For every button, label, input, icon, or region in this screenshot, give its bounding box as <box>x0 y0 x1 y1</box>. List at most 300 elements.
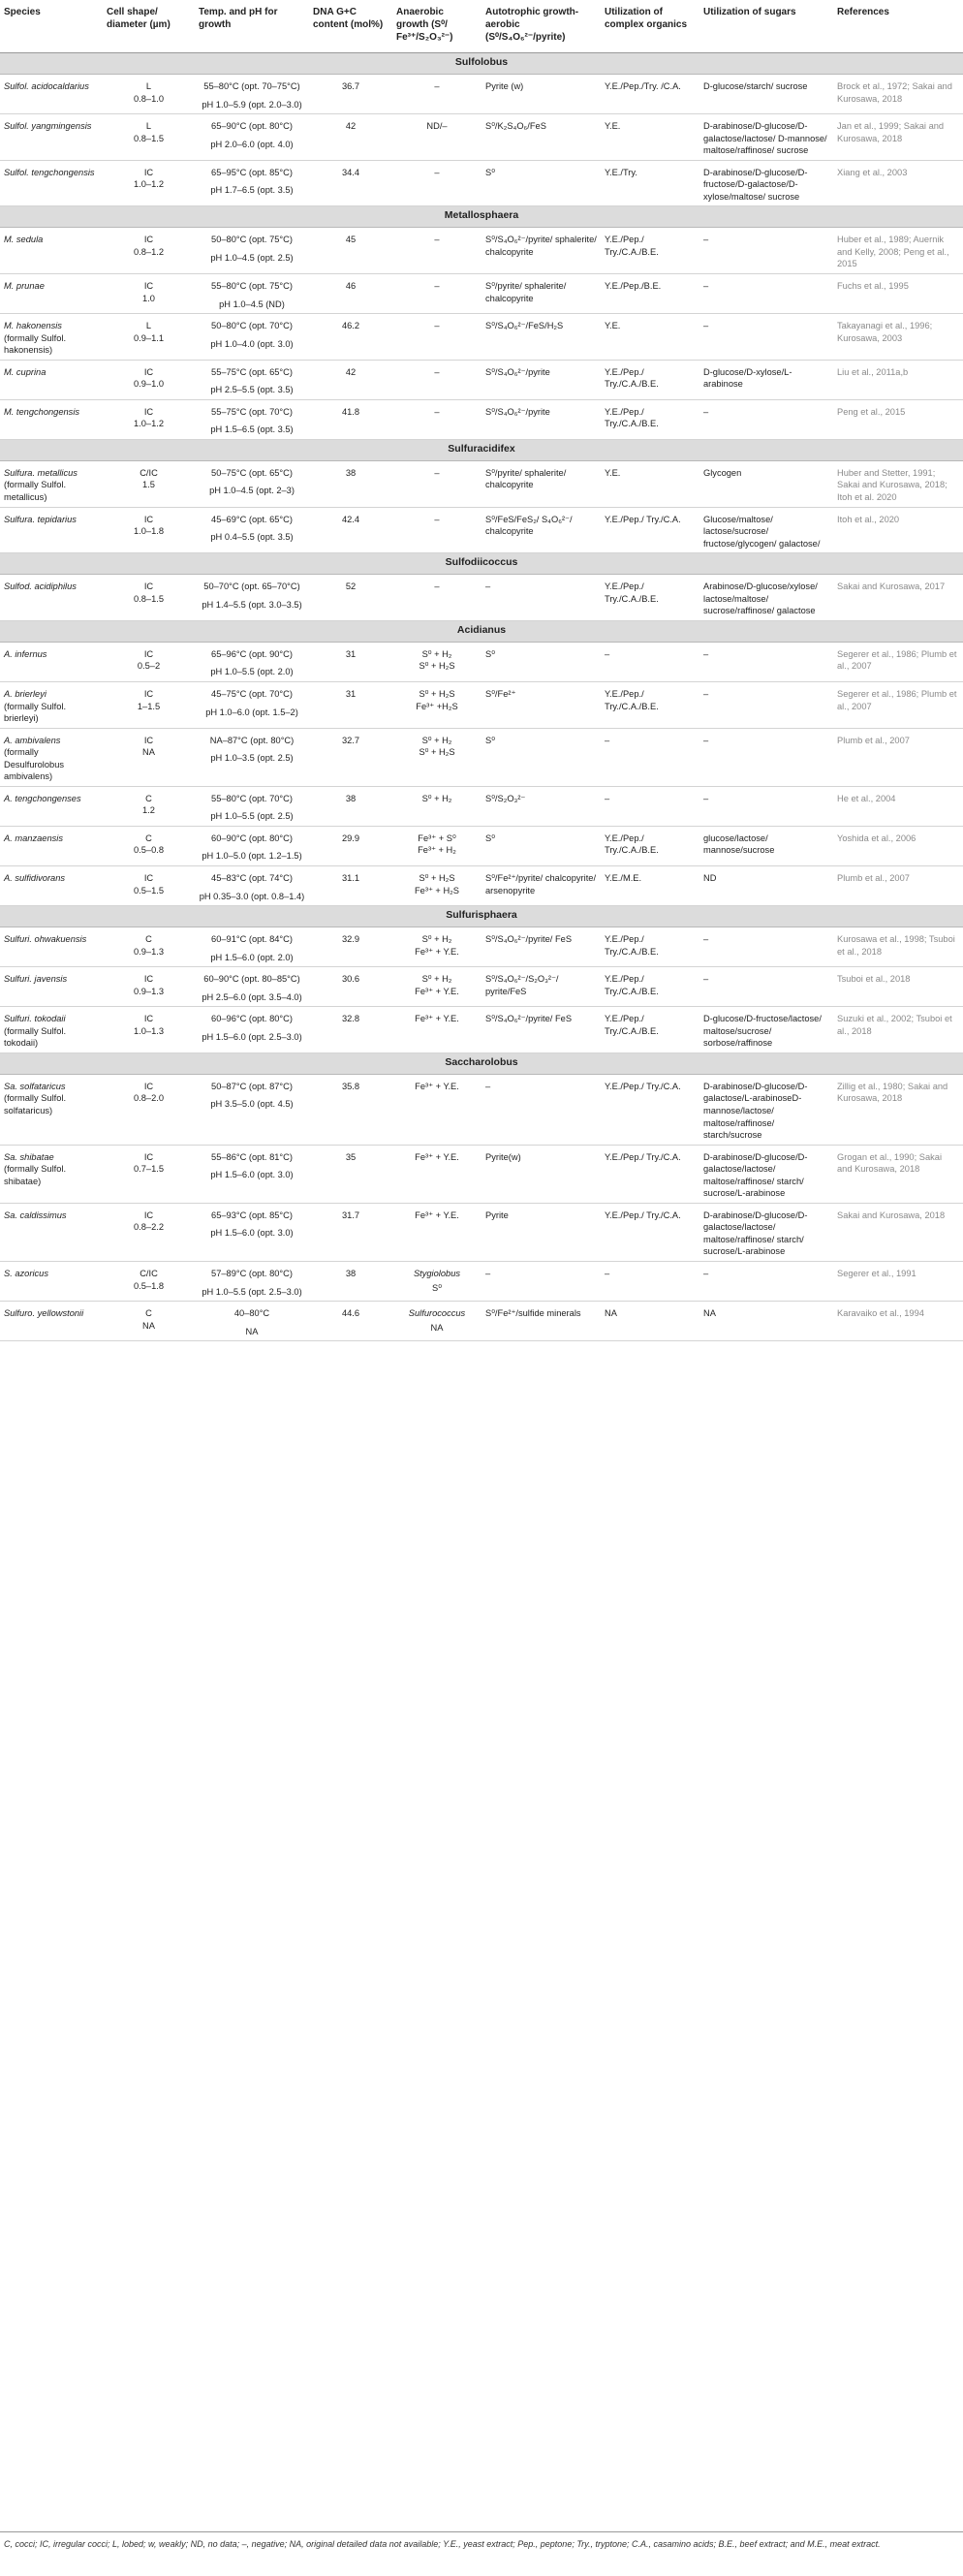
cell-shape: L <box>145 321 152 331</box>
table-row <box>0 927 963 967</box>
references-cell: Grogan et al., 1990; Sakai and Kurosawa, 2018 <box>833 1145 963 1203</box>
dna-gc-cell: 45 <box>309 228 392 274</box>
cell-shape: IC <box>143 872 154 883</box>
anaerobic-line-2: Fe³⁺ +H₂S <box>416 701 458 711</box>
anaerobic-line-1: – <box>434 406 440 417</box>
references-cell: Tsuboi et al., 2018 <box>833 967 963 1007</box>
cell-shape: IC <box>143 1081 154 1091</box>
temp-range: 55–75°C (opt. 65°C) <box>211 366 293 377</box>
complex-organics-cell: – <box>601 786 699 826</box>
references-cell: Kurosawa et al., 1998; Tsuboi et al., 2018 <box>833 927 963 967</box>
ph-range: pH 1.0–4.0 (opt. 3.0) <box>210 338 294 349</box>
dna-gc-cell: 46.2 <box>309 314 392 361</box>
cell-diameter: 0.8–2.2 <box>133 1222 165 1233</box>
dna-gc-cell: 42 <box>309 114 392 161</box>
complex-organics-cell: Y.E./Pep./ Try./C.A./B.E. <box>601 1007 699 1053</box>
sugars-cell: Glycogen <box>699 460 833 507</box>
anaerobic-line-2: Fe³⁺ + H₂S <box>415 885 459 895</box>
ph-range: pH 2.5–6.0 (opt. 3.5–4.0) <box>202 991 302 1002</box>
anaerobic-cell <box>392 1203 482 1261</box>
cell-diameter: 1.0–1.3 <box>133 1025 165 1036</box>
autotrophic-cell: S⁰/pyrite/ sphalerite/ chalcopyrite <box>482 274 601 314</box>
dna-gc-cell: 38 <box>309 1262 392 1302</box>
references-cell: Segerer et al., 1991 <box>833 1262 963 1302</box>
autotrophic-cell: S⁰/FeS/FeS₂/ S₄O₆²⁻/ chalcopyrite <box>482 507 601 553</box>
cell-diameter: 0.8–1.5 <box>133 593 165 604</box>
anaerobic-line-1: – <box>434 281 440 292</box>
table-row <box>0 399 963 439</box>
anaerobic-cell <box>392 114 482 161</box>
autotrophic-cell: S⁰/S₄O₆²⁻/pyrite <box>482 360 601 399</box>
species-name: A. manzaensis <box>4 832 63 843</box>
temp-range: 65–95°C (opt. 85°C) <box>211 167 293 177</box>
dna-gc-cell: 29.9 <box>309 826 392 865</box>
ph-range: pH 1.5–6.5 (opt. 3.5) <box>210 424 294 435</box>
references-cell: Itoh et al., 2020 <box>833 507 963 553</box>
temp-ph-cell <box>195 967 309 1007</box>
ph-range: NA <box>245 1326 259 1336</box>
anaerobic-cell <box>392 1007 482 1053</box>
species-note: (formally Sulfol. solfataricus) <box>4 1093 67 1115</box>
references-cell: Suzuki et al., 2002; Tsuboi et al., 2018 <box>833 1007 963 1053</box>
cell-diameter: NA <box>142 1320 155 1331</box>
references-cell: Sakai and Kurosawa, 2018 <box>833 1203 963 1261</box>
anaerobic-line-1: S⁰ + H₂ <box>421 648 452 659</box>
complex-organics-cell: Y.E./Pep./ Try./C.A. <box>601 1074 699 1145</box>
references-cell: Zillig et al., 1980; Sakai and Kurosawa, 2018 <box>833 1074 963 1145</box>
complex-organics-cell: Y.E./Pep./ Try./C.A./B.E. <box>601 360 699 399</box>
species-cell <box>0 274 103 314</box>
references-cell: Jan et al., 1999; Sakai and Kurosawa, 2018 <box>833 114 963 161</box>
table-row <box>0 786 963 826</box>
ph-range: pH 1.0–5.0 (opt. 1.2–1.5) <box>202 851 302 862</box>
anaerobic-line-1: – <box>434 467 440 478</box>
references-cell: Sakai and Kurosawa, 2017 <box>833 575 963 621</box>
ph-range: pH 1.4–5.5 (opt. 3.0–3.5) <box>202 599 302 610</box>
complex-organics-cell: Y.E. <box>601 114 699 161</box>
species-cell <box>0 1074 103 1145</box>
autotrophic-cell: – <box>482 575 601 621</box>
anaerobic-cell <box>392 728 482 786</box>
header-autotrophic: Autotrophic growth-aerobic (S⁰/S₄O₆²⁻/pyrite) <box>482 0 601 53</box>
genus-label: Sulfurococcus <box>408 1308 466 1319</box>
genus-header: Saccharolobus <box>0 1052 963 1074</box>
temp-range: 50–75°C (opt. 65°C) <box>211 467 293 478</box>
temp-ph-cell <box>195 1145 309 1203</box>
cell-diameter: 0.5–1.5 <box>133 885 165 895</box>
cell-shape: C/IC <box>140 467 158 478</box>
cell-shape-cell <box>103 399 195 439</box>
genus-header-row <box>0 553 963 575</box>
species-name: Sulfuri. ohwakuensis <box>4 934 87 945</box>
temp-range: 65–96°C (opt. 90°C) <box>211 648 293 659</box>
cell-shape-cell <box>103 460 195 507</box>
anaerobic-cell <box>392 360 482 399</box>
autotrophic-cell: S⁰/Fe²⁺/pyrite/ chalcopyrite/ arsenopyrite <box>482 865 601 905</box>
temp-range: 55–80°C (opt. 70°C) <box>211 793 293 803</box>
temp-ph-cell <box>195 786 309 826</box>
temp-range: 60–91°C (opt. 84°C) <box>211 934 293 945</box>
autotrophic-cell: S⁰/S₄O₆²⁻/pyrite <box>482 399 601 439</box>
temp-ph-cell <box>195 399 309 439</box>
ph-range: pH 1.0–5.5 (opt. 2.0) <box>210 667 294 677</box>
cell-shape-cell <box>103 642 195 681</box>
autotrophic-cell: S⁰ <box>482 728 601 786</box>
autotrophic-cell: – <box>482 1262 601 1302</box>
ph-range: pH 1.0–4.5 (ND) <box>219 298 285 309</box>
ph-range: pH 1.0–5.5 (opt. 2.5–3.0) <box>202 1286 302 1297</box>
anaerobic-line-1: Fe³⁺ + Y.E. <box>415 1081 459 1091</box>
anaerobic-line-1: – <box>434 321 440 331</box>
header-cell-shape: Cell shape/ diameter (µm) <box>103 0 195 53</box>
dna-gc-cell: 38 <box>309 786 392 826</box>
temp-range: 50–87°C (opt. 87°C) <box>211 1081 293 1091</box>
autotrophic-cell: Pyrite(w) <box>482 1145 601 1203</box>
anaerobic-line-1: NA <box>430 1322 444 1333</box>
references-cell: Huber et al., 1989; Auernik and Kelly, 2008; Peng et al., 2015 <box>833 228 963 274</box>
cell-shape-cell <box>103 1145 195 1203</box>
cell-diameter: 0.5–2 <box>137 661 161 672</box>
cell-diameter: 0.7–1.5 <box>133 1164 165 1175</box>
ph-range: pH 1.5–6.0 (opt. 2.5–3.0) <box>202 1031 302 1042</box>
species-name: A. brierleyi <box>4 688 47 699</box>
anaerobic-cell <box>392 507 482 553</box>
species-note: (formally Sulfol. hakonensis) <box>4 332 67 356</box>
temp-range: 50–70°C (opt. 65–70°C) <box>203 581 300 592</box>
anaerobic-line-1: – <box>434 581 440 592</box>
species-cell <box>0 786 103 826</box>
references-cell: Segerer et al., 1986; Plumb et al., 2007 <box>833 642 963 681</box>
cell-shape-cell <box>103 1074 195 1145</box>
genus-header-row <box>0 439 963 460</box>
anaerobic-cell <box>392 575 482 621</box>
species-cell <box>0 75 103 114</box>
cell-shape-cell <box>103 360 195 399</box>
species-cell <box>0 1302 103 1341</box>
header-anaerobic: Anaerobic growth (S⁰/ Fe³⁺/S₂O₃²⁻) <box>392 0 482 53</box>
cell-shape: C <box>145 934 152 945</box>
complex-organics-cell: – <box>601 1262 699 1302</box>
cell-shape: IC <box>143 366 154 377</box>
header-references: References <box>833 0 963 53</box>
anaerobic-line-1: – <box>434 366 440 377</box>
dna-gc-cell: 41.8 <box>309 399 392 439</box>
anaerobic-cell <box>392 967 482 1007</box>
anaerobic-cell <box>392 1302 482 1341</box>
genus-header-row <box>0 620 963 642</box>
complex-organics-cell: Y.E./M.E. <box>601 865 699 905</box>
species-name: Sulfol. yangmingensis <box>4 121 92 132</box>
references-cell: Segerer et al., 1986; Plumb et al., 2007 <box>833 681 963 728</box>
table-row <box>0 575 963 621</box>
cell-shape: IC <box>143 688 154 699</box>
species-cell <box>0 1262 103 1302</box>
species-cell <box>0 575 103 621</box>
temp-range: 45–75°C (opt. 70°C) <box>211 688 293 699</box>
complex-organics-cell: Y.E./Pep./ Try./C.A. <box>601 1203 699 1261</box>
temp-ph-cell <box>195 681 309 728</box>
table-row <box>0 865 963 905</box>
dna-gc-cell: 32.7 <box>309 728 392 786</box>
species-cell <box>0 114 103 161</box>
table-row <box>0 75 963 114</box>
autotrophic-cell: S⁰/S₂O₃²⁻ <box>482 786 601 826</box>
ph-range: pH 1.0–6.0 (opt. 1.5–2) <box>205 707 298 717</box>
species-cell <box>0 927 103 967</box>
cell-diameter: 0.8–1.5 <box>133 133 165 143</box>
references-cell: Plumb et al., 2007 <box>833 865 963 905</box>
temp-ph-cell <box>195 1007 309 1053</box>
sugars-cell: D-arabinose/D-glucose/D-galactose/L-arabinoseD-mannose/lactose/ maltose/raffinose/ starch/sucrose <box>699 1074 833 1145</box>
species-cell <box>0 460 103 507</box>
cell-diameter: 1.0–1.8 <box>133 526 165 537</box>
anaerobic-line-1: S⁰ <box>432 1282 442 1293</box>
species-name: M. cuprina <box>4 366 47 377</box>
anaerobic-cell <box>392 460 482 507</box>
temp-ph-cell <box>195 160 309 206</box>
anaerobic-line-1: Fe³⁺ + S⁰ <box>418 832 456 843</box>
references-cell: Fuchs et al., 1995 <box>833 274 963 314</box>
temp-range: 55–86°C (opt. 81°C) <box>211 1151 293 1162</box>
anaerobic-line-1: S⁰ + H₂ <box>421 793 452 803</box>
cell-shape-cell <box>103 728 195 786</box>
complex-organics-cell: Y.E./Pep./ Try./C.A./B.E. <box>601 399 699 439</box>
references-cell: Huber and Stetter, 1991; Sakai and Kurosawa, 2018; Itoh et al. 2020 <box>833 460 963 507</box>
complex-organics-cell: – <box>601 642 699 681</box>
cell-diameter: 0.5–0.8 <box>133 845 165 856</box>
header-complex: Utilization of complex organics <box>601 0 699 53</box>
anaerobic-cell <box>392 1145 482 1203</box>
complex-organics-cell: Y.E./Pep./Try. /C.A. <box>601 75 699 114</box>
autotrophic-cell: S⁰/K₂S₄O₆/FeS <box>482 114 601 161</box>
species-name: Sa. shibatae <box>4 1151 54 1162</box>
temp-ph-cell <box>195 728 309 786</box>
anaerobic-line-1: – <box>434 167 440 177</box>
anaerobic-cell <box>392 399 482 439</box>
species-name: Sulfod. acidiphilus <box>4 581 77 592</box>
species-note: (formally Desulfurolobus ambivalens) <box>4 747 65 782</box>
anaerobic-cell <box>392 1262 482 1302</box>
table-row <box>0 460 963 507</box>
cell-diameter: 0.9–1.0 <box>133 379 165 390</box>
temp-range: 60–90°C (opt. 80–85°C) <box>203 974 300 985</box>
table-row <box>0 642 963 681</box>
temp-range: 50–80°C (opt. 75°C) <box>211 235 293 245</box>
ph-range: pH 1.0–4.5 (opt. 2–3) <box>209 486 295 496</box>
anaerobic-line-1: S⁰ + H₂ <box>421 934 452 945</box>
species-cell <box>0 826 103 865</box>
table-row <box>0 1302 963 1341</box>
table-row <box>0 728 963 786</box>
cell-shape: C <box>145 1308 152 1319</box>
references-cell: Takayanagi et al., 1996; Kurosawa, 2003 <box>833 314 963 361</box>
temp-ph-cell <box>195 114 309 161</box>
autotrophic-cell: S⁰/S₄O₆²⁻/pyrite/ sphalerite/ chalcopyrite <box>482 228 601 274</box>
anaerobic-line-2: Fe³⁺ + Y.E. <box>415 986 459 996</box>
sugars-cell: D-arabinose/D-glucose/D-galactose/lactose/ maltose/raffinose/ starch/ sucrose/L-arabinose <box>699 1145 833 1203</box>
temp-ph-cell <box>195 360 309 399</box>
autotrophic-cell: S⁰ <box>482 160 601 206</box>
autotrophic-cell: – <box>482 1074 601 1145</box>
genus-header: Sulfolobus <box>0 53 963 75</box>
sugars-cell: D-glucose/starch/ sucrose <box>699 75 833 114</box>
anaerobic-cell <box>392 642 482 681</box>
cell-shape: C/IC <box>140 1269 158 1278</box>
table-footnote: C, cocci; IC, irregular cocci; L, lobed; w, weakly; ND, no data; –, negative; NA, original detailed data not available; Y.E., yeast extract; Pep., peptone; Try., tryptone; C.A., casamino acids; B.E., beef extract; and M.E., meat extract. <box>0 2531 963 2557</box>
temp-range: 60–90°C (opt. 80°C) <box>211 832 293 843</box>
species-name: Sa. caldissimus <box>4 1209 67 1220</box>
cell-shape-cell <box>103 1302 195 1341</box>
complex-organics-cell: NA <box>601 1302 699 1341</box>
species-cell <box>0 1007 103 1053</box>
genus-header: Sulfurisphaera <box>0 906 963 927</box>
dna-gc-cell: 46 <box>309 274 392 314</box>
cell-diameter: 0.8–2.0 <box>133 1093 165 1104</box>
sugars-cell: glucose/lactose/ mannose/sucrose <box>699 826 833 865</box>
cell-shape: IC <box>143 735 154 745</box>
temp-ph-cell <box>195 460 309 507</box>
anaerobic-line-2: S⁰ + H₂S <box>419 747 455 758</box>
species-cell <box>0 967 103 1007</box>
ph-range: pH 0.35–3.0 (opt. 0.8–1.4) <box>199 891 305 901</box>
table-body <box>0 53 963 1341</box>
ph-range: pH 1.7–6.5 (opt. 3.5) <box>210 185 294 196</box>
header-dna: DNA G+C content (mol%) <box>309 0 392 53</box>
species-cell <box>0 160 103 206</box>
cell-shape-cell <box>103 967 195 1007</box>
anaerobic-cell <box>392 826 482 865</box>
temp-ph-cell <box>195 75 309 114</box>
references-cell: Yoshida et al., 2006 <box>833 826 963 865</box>
dna-gc-cell: 32.9 <box>309 927 392 967</box>
header-sugars: Utilization of sugars <box>699 0 833 53</box>
species-name: Sulfol. tengchongensis <box>4 167 95 177</box>
cell-shape-cell <box>103 228 195 274</box>
table-row <box>0 1074 963 1145</box>
cell-shape: L <box>145 81 152 91</box>
species-note: (formally Sulfol. tokodaii) <box>4 1025 67 1049</box>
complex-organics-cell: Y.E./Pep./ Try./C.A./B.E. <box>601 826 699 865</box>
temp-range: NA–87°C (opt. 80°C) <box>209 735 295 745</box>
sugars-cell: – <box>699 274 833 314</box>
species-cell <box>0 507 103 553</box>
cell-shape: IC <box>143 974 154 985</box>
table-row <box>0 160 963 206</box>
dna-gc-cell: 32.8 <box>309 1007 392 1053</box>
dna-gc-cell: 31.1 <box>309 865 392 905</box>
cell-diameter: 1.0 <box>142 293 155 303</box>
temp-range: 45–69°C (opt. 65°C) <box>211 514 293 524</box>
species-note: (formally Sulfol. shibatae) <box>4 1164 67 1186</box>
anaerobic-line-1: S⁰ + H₂ <box>421 735 452 745</box>
autotrophic-cell: S⁰/S₄O₆²⁻/FeS/H₂S <box>482 314 601 361</box>
complex-organics-cell: Y.E. <box>601 460 699 507</box>
autotrophic-cell: S⁰ <box>482 826 601 865</box>
autotrophic-cell: S⁰/pyrite/ sphalerite/ chalcopyrite <box>482 460 601 507</box>
cell-diameter: 0.9–1.3 <box>133 946 165 957</box>
ph-range: pH 1.5–6.0 (opt. 3.0) <box>210 1170 294 1180</box>
sugars-cell: D-glucose/D-fructose/lactose/ maltose/sucrose/ sorbose/raffinose <box>699 1007 833 1053</box>
table-row <box>0 826 963 865</box>
cell-diameter: 0.8–1.2 <box>133 246 165 257</box>
anaerobic-line-1: Fe³⁺ + Y.E. <box>415 1151 459 1162</box>
sugars-cell: D-arabinose/D-glucose/D-galactose/lactose/ maltose/raffinose/ starch/ sucrose/L-arabinose <box>699 1203 833 1261</box>
cell-shape: IC <box>143 281 154 292</box>
temp-ph-cell <box>195 1302 309 1341</box>
cell-shape-cell <box>103 786 195 826</box>
cell-shape-cell <box>103 1262 195 1302</box>
anaerobic-line-2: S⁰ + H₂S <box>419 661 455 672</box>
cell-shape-cell <box>103 927 195 967</box>
genus-header: Acidianus <box>0 620 963 642</box>
species-name: Sulfura. metallicus <box>4 467 78 478</box>
species-cell <box>0 681 103 728</box>
species-name: M. hakonensis <box>4 321 62 331</box>
species-name: Sulfuri. javensis <box>4 974 68 985</box>
temp-ph-cell <box>195 507 309 553</box>
cell-shape: IC <box>143 167 154 177</box>
cell-shape: IC <box>143 1151 154 1162</box>
sugars-cell: – <box>699 786 833 826</box>
table-row <box>0 1145 963 1203</box>
table-row <box>0 360 963 399</box>
cell-diameter: 0.9–1.3 <box>133 986 165 996</box>
species-cell <box>0 642 103 681</box>
anaerobic-cell <box>392 786 482 826</box>
cell-shape-cell <box>103 826 195 865</box>
cell-shape: IC <box>143 514 154 524</box>
temp-ph-cell <box>195 642 309 681</box>
cell-diameter: 0.5–1.8 <box>133 1280 165 1291</box>
cell-diameter: 1.5 <box>142 480 155 490</box>
species-name: Sa. solfataricus <box>4 1081 66 1091</box>
dna-gc-cell: 34.4 <box>309 160 392 206</box>
dna-gc-cell: 35 <box>309 1145 392 1203</box>
species-cell <box>0 1145 103 1203</box>
complex-organics-cell: Y.E./Pep./ Try./C.A. <box>601 507 699 553</box>
genus-header: Metallosphaera <box>0 206 963 228</box>
autotrophic-cell: Pyrite (w) <box>482 75 601 114</box>
references-cell: Karavaiko et al., 1994 <box>833 1302 963 1341</box>
complex-organics-cell: Y.E./Pep./B.E. <box>601 274 699 314</box>
temp-ph-cell <box>195 826 309 865</box>
complex-organics-cell: Y.E./Pep./ Try./C.A./B.E. <box>601 927 699 967</box>
temp-range: 65–90°C (opt. 80°C) <box>211 121 293 132</box>
species-name: Sulfura. tepidarius <box>4 514 77 524</box>
dna-gc-cell: 42 <box>309 360 392 399</box>
autotrophic-cell: S⁰/S₄O₆²⁻/pyrite/ FeS <box>482 1007 601 1053</box>
autotrophic-cell: S⁰ <box>482 642 601 681</box>
table-row <box>0 1007 963 1053</box>
sugars-cell: Glucose/maltose/ lactose/sucrose/ fructose/glycogen/ galactose/ <box>699 507 833 553</box>
cell-shape-cell <box>103 314 195 361</box>
header-temp-ph: Temp. and pH for growth <box>195 0 309 53</box>
temp-ph-cell <box>195 314 309 361</box>
cell-shape: IC <box>143 235 154 245</box>
dna-gc-cell: 30.6 <box>309 967 392 1007</box>
sugars-cell: – <box>699 642 833 681</box>
anaerobic-line-1: S⁰ + H₂ <box>421 974 452 985</box>
species-name: Sulfuri. tokodaii <box>4 1014 66 1024</box>
anaerobic-cell <box>392 314 482 361</box>
sugars-cell: D-arabinose/D-glucose/D-fructose/D-galactose/D-xylose/maltose/ sucrose <box>699 160 833 206</box>
autotrophic-cell: S⁰/Fe²⁺ <box>482 681 601 728</box>
genus-header-row <box>0 206 963 228</box>
genus-header-row <box>0 1052 963 1074</box>
autotrophic-cell: S⁰/S₄O₆²⁻/pyrite/ FeS <box>482 927 601 967</box>
species-cell <box>0 228 103 274</box>
genus-header-row <box>0 53 963 75</box>
